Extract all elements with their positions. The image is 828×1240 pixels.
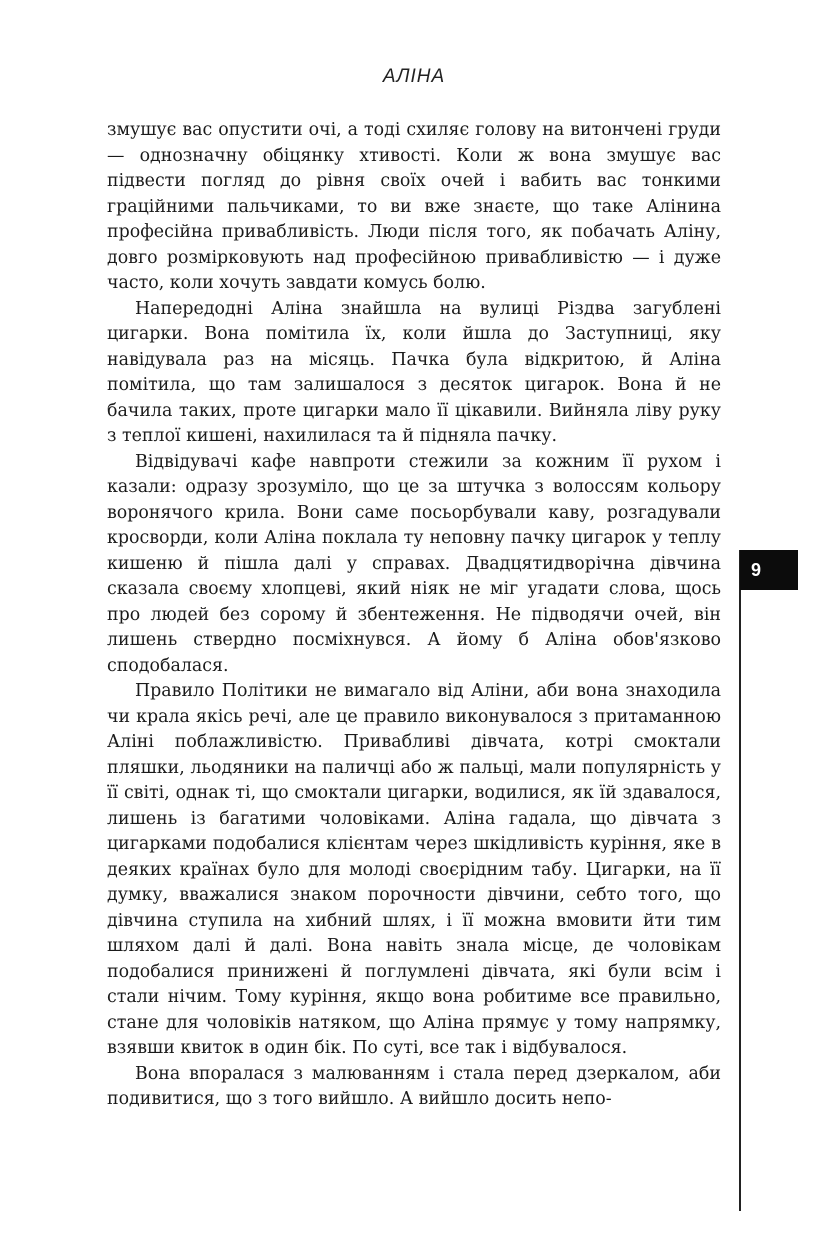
- paragraph: Напередодні Аліна знайшла на вулиці Різдва загублені цигарки. Вона помітила їх, коли йшла до Заступниці, яку навідувала раз на місяць. Пачка була відкритою, й Аліна помітила, що там залишалося з десяток цигарок. Вона й не бачила таких, проте цигарки мало її цікавили. Вийняла ліву руку з теплої кишені, нахилилася та й підняла пачку.: [107, 298, 721, 446]
- margin-rule: [739, 550, 741, 1211]
- paragraph: Правило Політики не вимагало від Аліни, аби вона знаходила чи крала якісь речі, але це правило виконувалося з притаманною Аліні поблажливістю. Привабливі дівчата, котрі смоктали пляшки, льодяники на паличці або ж пальці, мали популярність у її світі, однак ті, що смоктали цигарки, водилися, як їй здавалося, лишень із багатими чоловіками. Аліна гадала, що дівчата з цигарками подобалися клієнтам через шкідливість куріння, яке в деяких країнах було для молоді своєрідним табу. Цигарки, на її думку, вважалися знаком порочности дівчини, себто того, що дівчина ступила на хибний шлях, і її можна вмовити йти тим шляхом далі й далі. Вона навіть знала місце, де чоловікам подобалися принижені й поглумлені дівчата, які були всім і стали нічим. Тому куріння, якщо вона робитиме все правильно, стане для чоловіків натяком, що Аліна прямує у тому напрямку, взявши квиток в один бік. По суті, все так і відбувалося.: [107, 681, 721, 1058]
- paragraph: Вона впоралася з малюванням і стала перед дзеркалом, аби подивитися, що з того вийшло. А вийшло досить непо-: [107, 1063, 721, 1109]
- body-text: [107, 118, 721, 1113]
- paragraph: Відвідувачі кафе навпроти стежили за кожним її рухом і казали: одразу зрозуміло, що це за штучка з волоссям кольору воронячого крила. Вони саме посьорбували каву, розгадували кросворди, коли Аліна поклала ту неповну пачку цигарок у теплу кишеню й пішла далі у справах. Двадцятидворічна дівчина сказала своєму хлопцеві, який ніяк не міг угадати слова, щось про людей без сорому й збентеження. Не підводячи очей, він лишень ствердно посміхнувся. А йому б Аліна обов'язково сподобалася.: [107, 451, 721, 676]
- running-head-title: АЛІНА: [382, 66, 446, 87]
- paragraph: змушує вас опустити очі, а тоді схиляє голову на витончені груди — однозначну обіцянку хтивості. Коли ж вона змушує вас підвести погляд до рівня своїх очей і вабить вас тонкими граційними пальчиками, то ви вже знаєте, що таке Алінина професійна привабливість. Люди після того, як побачать Аліну, довго розмірковують над професійною привабливістю — і дуже часто, коли хочуть завдати комусь болю.: [107, 120, 721, 293]
- page-number-tab: 9: [740, 550, 798, 590]
